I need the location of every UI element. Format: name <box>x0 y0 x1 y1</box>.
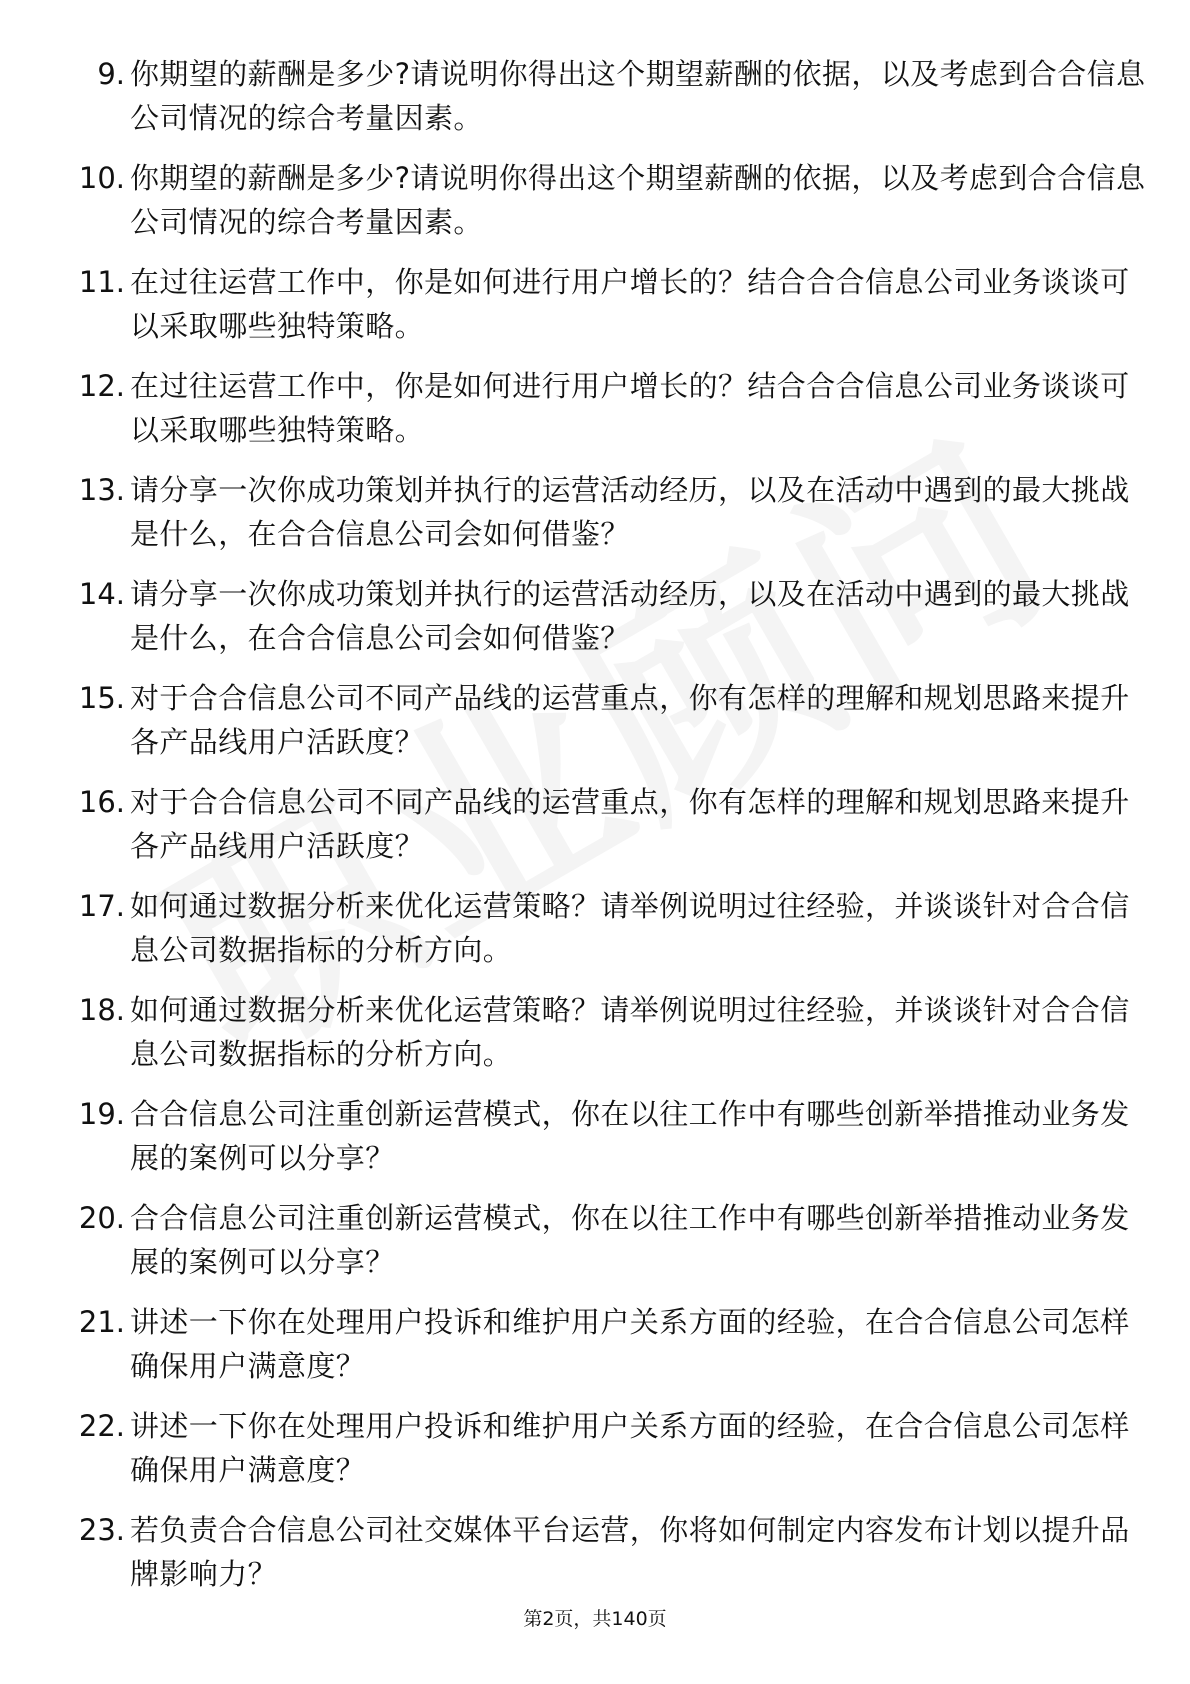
question-number: 21. <box>78 1305 125 1339</box>
question-text: 若负责合合信息公司社交媒体平台运营，你将如何制定内容发布计划以提升品牌影响力？ <box>130 1513 1130 1591</box>
question-item-21 <box>0 1300 1190 1404</box>
question-text: 你期望的薪酬是多少?请说明你得出这个期望薪酬的依据，以及考虑到合合信息公司情况的综合考量因素。 <box>130 161 1146 239</box>
question-number: 15. <box>78 681 125 715</box>
question-item-13 <box>0 468 1190 572</box>
question-text: 请分享一次你成功策划并执行的运营活动经历，以及在活动中遇到的最大挑战是什么，在合合信息公司会如何借鉴？ <box>130 577 1130 655</box>
question-item-20 <box>0 1196 1190 1300</box>
question-number: 20. <box>78 1201 125 1235</box>
question-text: 在过往运营工作中，你是如何进行用户增长的？结合合合信息公司业务谈谈可以采取哪些独特策略。 <box>130 265 1130 343</box>
question-item-10 <box>0 156 1190 260</box>
question-text: 如何通过数据分析来优化运营策略？请举例说明过往经验，并谈谈针对合合信息公司数据指标的分析方向。 <box>130 993 1130 1071</box>
question-item-23 <box>0 1508 1190 1612</box>
question-text: 对于合合信息公司不同产品线的运营重点，你有怎样的理解和规划思路来提升各产品线用户活跃度？ <box>130 785 1130 863</box>
question-text: 讲述一下你在处理用户投诉和维护用户关系方面的经验，在合合信息公司怎样确保用户满意度？ <box>130 1305 1130 1383</box>
question-number: 19. <box>78 1097 125 1131</box>
question-item-18 <box>0 988 1190 1092</box>
question-item-9 <box>0 52 1190 156</box>
question-item-22 <box>0 1404 1190 1508</box>
question-number: 10. <box>78 161 125 195</box>
question-item-15 <box>0 676 1190 780</box>
question-item-12 <box>0 364 1190 468</box>
question-number: 17. <box>78 889 125 923</box>
question-item-19 <box>0 1092 1190 1196</box>
question-text: 请分享一次你成功策划并执行的运营活动经历，以及在活动中遇到的最大挑战是什么，在合合信息公司会如何借鉴？ <box>130 473 1130 551</box>
question-text: 如何通过数据分析来优化运营策略？请举例说明过往经验，并谈谈针对合合信息公司数据指标的分析方向。 <box>130 889 1130 967</box>
question-number: 16. <box>78 785 125 819</box>
question-text: 在过往运营工作中，你是如何进行用户增长的？结合合合信息公司业务谈谈可以采取哪些独特策略。 <box>130 369 1130 447</box>
question-number: 12. <box>78 369 125 403</box>
question-text: 合合信息公司注重创新运营模式，你在以往工作中有哪些创新举措推动业务发展的案例可以分享？ <box>130 1201 1130 1279</box>
question-number: 23. <box>78 1513 125 1547</box>
question-item-16 <box>0 780 1190 884</box>
question-item-11 <box>0 260 1190 364</box>
question-number: 18. <box>78 993 125 1027</box>
question-list <box>0 52 1190 1612</box>
question-number: 14. <box>78 577 125 611</box>
question-text: 合合信息公司注重创新运营模式，你在以往工作中有哪些创新举措推动业务发展的案例可以分享？ <box>130 1097 1130 1175</box>
page-footer: 第2页，共140页 <box>523 1608 667 1630</box>
question-number: 11. <box>78 265 125 299</box>
question-number: 22. <box>78 1409 125 1443</box>
question-text: 讲述一下你在处理用户投诉和维护用户关系方面的经验，在合合信息公司怎样确保用户满意度？ <box>130 1409 1130 1487</box>
question-number: 13. <box>78 473 125 507</box>
question-text: 对于合合信息公司不同产品线的运营重点，你有怎样的理解和规划思路来提升各产品线用户活跃度？ <box>130 681 1130 759</box>
question-text: 你期望的薪酬是多少?请说明你得出这个期望薪酬的依据，以及考虑到合合信息公司情况的综合考量因素。 <box>130 57 1146 135</box>
question-item-17 <box>0 884 1190 988</box>
question-item-14 <box>0 572 1190 676</box>
question-number: 9. <box>97 57 125 91</box>
